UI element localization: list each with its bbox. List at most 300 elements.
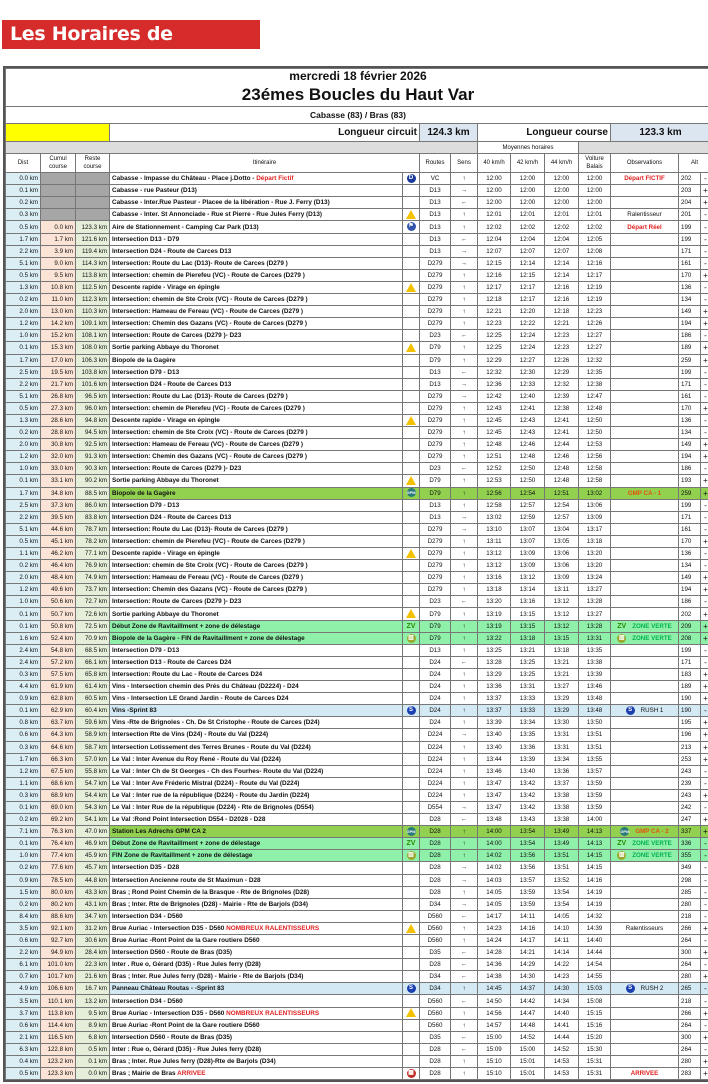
cumul-cell: 46.4 km <box>41 560 76 572</box>
route-row <box>6 874 708 886</box>
observation-cell <box>611 560 679 572</box>
time-40-cell: 12:04 <box>478 233 511 245</box>
route-cell: D279 <box>420 269 451 281</box>
observation-cell <box>611 947 679 959</box>
dist-cell: 0.2 km <box>6 898 41 910</box>
observation-cell <box>611 209 679 221</box>
route-row <box>6 294 708 306</box>
slope-sign-cell: + <box>701 1007 708 1019</box>
reste-cell: 0.1 km <box>76 1055 110 1067</box>
direction-cell: ↑ <box>451 294 478 306</box>
icon-cell <box>403 463 420 475</box>
reste-cell: 28.4 km <box>76 947 110 959</box>
route-row <box>6 971 708 983</box>
time-40-cell: 12:32 <box>478 366 511 378</box>
cumul-cell: 106.6 km <box>41 983 76 995</box>
dist-cell: 2.0 km <box>6 572 41 584</box>
observation-text: ZONE VERTE <box>632 840 672 848</box>
altitude-cell: 199 <box>679 221 701 233</box>
route-row <box>6 233 708 245</box>
cumul-cell: 11.0 km <box>41 294 76 306</box>
time-balais-cell: 12:53 <box>579 439 611 451</box>
observation-text: RUSH 2 <box>640 985 664 993</box>
dist-cell: 8.4 km <box>6 910 41 922</box>
reste-cell: 34.7 km <box>76 910 110 922</box>
itinerary-text: Le Val : Inter Rue de la république (D224) - Rte de Brignoles (D554) <box>112 804 314 812</box>
reste-cell: 13.2 km <box>76 995 110 1007</box>
time-42-cell: 12:27 <box>511 354 545 366</box>
route-cell: D279 <box>420 318 451 330</box>
cumul-cell: 57.5 km <box>41 668 76 680</box>
itinerary-text: Le Val :Rond Point Intersection D554 - D2028 - D28 <box>112 816 266 824</box>
time-balais-cell: 12:50 <box>579 427 611 439</box>
altitude-cell: 170 <box>679 269 701 281</box>
itinerary-cell <box>110 499 403 511</box>
reste-cell: 30.6 km <box>76 935 110 947</box>
time-42-cell: 14:52 <box>511 1031 545 1043</box>
icon-cell <box>403 753 420 765</box>
timetable <box>5 68 708 1080</box>
direction-cell: ↑ <box>451 269 478 281</box>
time-40-cell: 14:00 <box>478 826 511 838</box>
time-42-cell: 12:46 <box>511 439 545 451</box>
itinerary-text: Intersection: chemin de Pierefeu (VC) - Route de Carces (D279 ) <box>112 404 305 412</box>
itinerary-cell <box>110 814 403 826</box>
route-row <box>6 632 708 644</box>
itinerary-cell <box>110 910 403 922</box>
slope-sign-cell: - <box>701 245 708 257</box>
sprint-icon: S <box>626 984 635 993</box>
icon-cell <box>403 487 420 499</box>
time-44-cell: 13:31 <box>545 741 579 753</box>
icon-cell <box>403 608 420 620</box>
altitude-cell: 285 <box>679 886 701 898</box>
altitude-cell: 161 <box>679 257 701 269</box>
time-40-cell: 12:15 <box>478 257 511 269</box>
dist-cell: 7.1 km <box>6 826 41 838</box>
time-40-cell: 14:03 <box>478 874 511 886</box>
time-44-cell: 14:11 <box>545 935 579 947</box>
warning-icon <box>406 283 416 292</box>
icon-cell <box>403 475 420 487</box>
observation-cell <box>611 801 679 813</box>
cumul-cell: 68.6 km <box>41 777 76 789</box>
time-44-cell: 13:12 <box>545 620 579 632</box>
dist-cell: 1.0 km <box>6 330 41 342</box>
icon-cell <box>403 995 420 1007</box>
time-balais-cell: 14:13 <box>579 826 611 838</box>
time-42-cell: 13:07 <box>511 523 545 535</box>
cumul-cell: 26.8 km <box>41 390 76 402</box>
time-44-cell: 13:38 <box>545 814 579 826</box>
direction-cell: → <box>451 874 478 886</box>
reste-cell: 68.5 km <box>76 644 110 656</box>
cumul-cell: 113.8 km <box>41 1007 76 1019</box>
col-alt: Alt <box>679 154 708 173</box>
time-42-cell: 13:12 <box>511 572 545 584</box>
reste-cell: 96.5 km <box>76 390 110 402</box>
warning-icon <box>406 924 416 933</box>
observation-cell <box>611 451 679 463</box>
route-row <box>6 789 708 801</box>
time-40-cell: 12:02 <box>478 221 511 233</box>
time-balais-cell: 13:48 <box>579 693 611 705</box>
time-42-cell: 12:33 <box>511 378 545 390</box>
time-44-cell: 12:26 <box>545 354 579 366</box>
cumul-cell: 0.0 km <box>41 221 76 233</box>
time-balais-cell: 14:32 <box>579 910 611 922</box>
itinerary-text: Le Val : Inter Ave Fréderic Mistral (D224) - Route du Val (D224) <box>112 779 300 787</box>
time-40-cell: 13:37 <box>478 705 511 717</box>
itinerary-text: Début Zone de Ravitaillment + zone de délestage <box>112 622 261 630</box>
time-40-cell: 12:25 <box>478 330 511 342</box>
observation-text: ZONE VERTE <box>632 852 672 860</box>
time-balais-cell: 12:02 <box>579 221 611 233</box>
time-44-cell: 12:51 <box>545 487 579 499</box>
route-row <box>6 1068 708 1080</box>
time-balais-cell: 13:48 <box>579 705 611 717</box>
dist-cell: 0.1 km <box>6 342 41 354</box>
col-routes: Routes <box>420 154 451 173</box>
time-42-cell: 13:42 <box>511 801 545 813</box>
itinerary-cell <box>110 233 403 245</box>
time-40-cell: 14:36 <box>478 959 511 971</box>
col-42: 42 km/h <box>511 154 545 173</box>
route-cell: D224 <box>420 777 451 789</box>
observation-cell <box>611 717 679 729</box>
dist-cell: 2.2 km <box>6 245 41 257</box>
itinerary-text: Intersection: chemin de Pierefeu (VC) - Route de Carces (D279 ) <box>112 537 305 545</box>
cumul-cell: 69.2 km <box>41 814 76 826</box>
reste-cell: 91.3 km <box>76 451 110 463</box>
time-42-cell: 13:09 <box>511 548 545 560</box>
dist-cell: 0.8 km <box>6 717 41 729</box>
altitude-cell: 149 <box>679 572 701 584</box>
time-42-cell: 13:59 <box>511 886 545 898</box>
slope-sign-cell: - <box>701 221 708 233</box>
observation-cell <box>611 644 679 656</box>
slope-sign-cell: - <box>701 1043 708 1055</box>
dist-cell: 6.3 km <box>6 1043 41 1055</box>
time-40-cell: 12:07 <box>478 245 511 257</box>
observation-cell <box>611 245 679 257</box>
itinerary-cell <box>110 596 403 608</box>
time-40-cell: 13:47 <box>478 789 511 801</box>
dist-cell: 0.5 km <box>6 1068 41 1080</box>
altitude-cell: 283 <box>679 1068 701 1080</box>
time-balais-cell: 13:46 <box>579 681 611 693</box>
observation-cell <box>611 814 679 826</box>
itinerary-cell <box>110 1055 403 1067</box>
itinerary-text: Intersection D560 - Route de Bras (D35) <box>112 1033 233 1041</box>
slope-sign-cell: - <box>701 366 708 378</box>
time-42-cell: 12:57 <box>511 499 545 511</box>
reste-cell: 94.5 km <box>76 427 110 439</box>
cumul-cell: 68.9 km <box>41 789 76 801</box>
icon-cell <box>403 693 420 705</box>
itinerary-text: Inter . Rue o, Gérard (D35) - Rue Jules ferry (D28) <box>112 961 261 969</box>
itinerary-cell <box>110 475 403 487</box>
observation-cell <box>611 511 679 523</box>
race-place: Cabasse (83) / Bras (83) <box>6 107 708 124</box>
icon-cell <box>403 644 420 656</box>
reste-cell: 54.4 km <box>76 789 110 801</box>
time-44-cell: 13:51 <box>545 862 579 874</box>
direction-cell: ↑ <box>451 983 478 995</box>
time-40-cell: 12:52 <box>478 463 511 475</box>
route-cell: D13 <box>420 644 451 656</box>
route-cell: D28 <box>420 959 451 971</box>
itinerary-cell <box>110 668 403 680</box>
altitude-cell: 209 <box>679 620 701 632</box>
itinerary-text: Brue Auriac - Intersection D35 - D560 <box>112 1009 227 1017</box>
observation-cell <box>611 475 679 487</box>
route-row <box>6 414 708 426</box>
time-40-cell: 12:00 <box>478 173 511 185</box>
altitude-cell: 171 <box>679 245 701 257</box>
time-42-cell: 14:17 <box>511 935 545 947</box>
itinerary-text: Sortie parking Abbaye du Thoronet <box>112 344 219 352</box>
route-row <box>6 850 708 862</box>
warning-icon <box>406 416 416 425</box>
time-44-cell: 12:46 <box>545 451 579 463</box>
direction-cell: ↑ <box>451 681 478 693</box>
itinerary-cell <box>110 572 403 584</box>
icon-cell <box>403 886 420 898</box>
slope-sign-cell: - <box>701 511 708 523</box>
time-balais-cell: 13:28 <box>579 596 611 608</box>
dist-cell: 5.1 km <box>6 390 41 402</box>
direction-cell: ← <box>451 596 478 608</box>
route-row <box>6 499 708 511</box>
itinerary-cell <box>110 523 403 535</box>
observation-cell <box>611 439 679 451</box>
route-row <box>6 814 708 826</box>
time-balais-cell: 13:59 <box>579 777 611 789</box>
dist-cell: 0.9 km <box>6 693 41 705</box>
time-44-cell: 14:30 <box>545 983 579 995</box>
itinerary-text: Intersection: Route de Carces (D279 )- D23 <box>112 598 242 606</box>
itinerary-cell <box>110 173 403 185</box>
route-row <box>6 463 708 475</box>
icon-cell <box>403 257 420 269</box>
dist-cell: 1.3 km <box>6 414 41 426</box>
cumul-cell: 80.2 km <box>41 898 76 910</box>
itinerary-text: Vins - Intersection LE Grand Jardin - Route de Carces D24 <box>112 695 289 703</box>
icon-cell <box>403 789 420 801</box>
slope-sign-cell: + <box>701 475 708 487</box>
direction-cell: ← <box>451 1031 478 1043</box>
itinerary-text: Intersection: Route du Lac (D13)- Route de Carces (D279 ) <box>112 525 288 533</box>
observation-cell <box>611 983 679 995</box>
time-42-cell: 13:56 <box>511 862 545 874</box>
route-cell: D279 <box>420 294 451 306</box>
reste-cell: 22.3 km <box>76 959 110 971</box>
cumul-cell: 67.5 km <box>41 765 76 777</box>
time-42-cell: 13:33 <box>511 705 545 717</box>
time-44-cell: 12:21 <box>545 318 579 330</box>
direction-cell: ↑ <box>451 1068 478 1080</box>
reste-cell: 114.3 km <box>76 257 110 269</box>
itinerary-text: Intersection D24 - Route de Carces D13 <box>112 380 232 388</box>
time-40-cell: 12:51 <box>478 451 511 463</box>
route-row <box>6 439 708 451</box>
route-cell: D279 <box>420 584 451 596</box>
time-40-cell: 13:19 <box>478 620 511 632</box>
itinerary-cell <box>110 838 403 850</box>
itinerary-note: NOMBREUX RALENTISSEURS <box>226 924 320 932</box>
reste-cell: 110.3 km <box>76 306 110 318</box>
icon-cell <box>403 523 420 535</box>
cumul-cell: 69.0 km <box>41 801 76 813</box>
slope-sign-cell: + <box>701 1055 708 1067</box>
route-cell: D279 <box>420 390 451 402</box>
slope-sign-cell: + <box>701 402 708 414</box>
icon-cell <box>403 1019 420 1031</box>
time-44-cell: 12:39 <box>545 390 579 402</box>
cumul-cell: 48.4 km <box>41 572 76 584</box>
icon-cell <box>403 910 420 922</box>
itinerary-text: Le Val : Inter rue de la république (D224) - Route du Jardin (D224) <box>112 791 310 799</box>
icon-cell <box>403 983 420 995</box>
time-42-cell: 12:43 <box>511 414 545 426</box>
reste-cell: 121.6 km <box>76 233 110 245</box>
route-row <box>6 668 708 680</box>
icon-cell <box>403 874 420 886</box>
route-cell: D13 <box>420 378 451 390</box>
cumul-cell: 15.3 km <box>41 342 76 354</box>
dist-cell: 0.1 km <box>6 608 41 620</box>
time-40-cell: 13:40 <box>478 729 511 741</box>
reste-cell: 60.4 km <box>76 705 110 717</box>
route-cell: D79 <box>420 342 451 354</box>
itinerary-cell <box>110 511 403 523</box>
itinerary-cell <box>110 354 403 366</box>
time-44-cell: 13:12 <box>545 608 579 620</box>
observation-cell <box>611 1007 679 1019</box>
altitude-cell: 199 <box>679 499 701 511</box>
page-banner: Les Horaires de Passage <box>2 20 260 49</box>
route-row <box>6 922 708 934</box>
time-40-cell: 14:28 <box>478 947 511 959</box>
direction-cell: ← <box>451 971 478 983</box>
reste-cell: 78.2 km <box>76 535 110 547</box>
time-44-cell: 13:21 <box>545 668 579 680</box>
cumul-cell: 77.6 km <box>41 862 76 874</box>
time-40-cell: 13:02 <box>478 511 511 523</box>
time-balais-cell: 13:18 <box>579 535 611 547</box>
altitude-cell: 202 <box>679 608 701 620</box>
itinerary-cell <box>110 717 403 729</box>
direction-cell: → <box>451 257 478 269</box>
time-balais-cell: 12:35 <box>579 366 611 378</box>
reste-cell: 78.7 km <box>76 523 110 535</box>
time-40-cell: 14:02 <box>478 862 511 874</box>
itinerary-text: Intersection D24 - Route de Carces D13 <box>112 247 232 255</box>
icon-cell <box>403 1031 420 1043</box>
observation-cell <box>611 402 679 414</box>
icon-cell <box>403 245 420 257</box>
slope-sign-cell: - <box>701 644 708 656</box>
time-42-cell: 12:02 <box>511 221 545 233</box>
route-row <box>6 862 708 874</box>
reste-cell: 31.2 km <box>76 922 110 934</box>
cumul-cell: 57.2 km <box>41 656 76 668</box>
reste-cell: 46.9 km <box>76 838 110 850</box>
itinerary-note: NOMBREUX RALENTISSEURS <box>226 1009 320 1017</box>
time-44-cell: 12:02 <box>545 221 579 233</box>
icon-cell <box>403 1068 420 1080</box>
slope-sign-cell: - <box>701 801 708 813</box>
route-cell: D554 <box>420 801 451 813</box>
route-cell: D79 <box>420 608 451 620</box>
time-balais-cell: 15:31 <box>579 1055 611 1067</box>
reste-cell: 72.7 km <box>76 596 110 608</box>
dist-cell: 0.3 km <box>6 789 41 801</box>
time-40-cell: 15:10 <box>478 1055 511 1067</box>
itinerary-cell <box>110 789 403 801</box>
route-row <box>6 1007 708 1019</box>
reste-cell: 57.0 km <box>76 753 110 765</box>
reste-cell: 43.1 km <box>76 898 110 910</box>
slope-sign-cell: - <box>701 765 708 777</box>
itinerary-text: Intersection: Route du Lac (D13)- Route de Carces (D279 ) <box>112 259 288 267</box>
direction-cell: ← <box>451 197 478 209</box>
cumul-cell: 30.8 km <box>41 439 76 451</box>
time-42-cell: 12:24 <box>511 330 545 342</box>
observation-cell <box>611 1068 679 1080</box>
cumul-cell: 28.8 km <box>41 427 76 439</box>
dist-cell: 4.9 km <box>6 983 41 995</box>
direction-cell: ↑ <box>451 1019 478 1031</box>
dist-cell: 6.1 km <box>6 959 41 971</box>
slope-sign-cell: + <box>701 632 708 644</box>
time-40-cell: 14:17 <box>478 910 511 922</box>
observation-cell <box>611 753 679 765</box>
time-44-cell: 13:30 <box>545 717 579 729</box>
observation-text: Départ Réel <box>627 223 662 231</box>
altitude-cell: 170 <box>679 535 701 547</box>
altitude-cell: 201 <box>679 209 701 221</box>
icon-cell <box>403 850 420 862</box>
time-44-cell: 13:37 <box>545 777 579 789</box>
itinerary-text: Cabasse - Inter.Rue Pasteur - Placee de la libération - Rue J. Ferry (D13) <box>112 199 330 207</box>
route-cell: D79 <box>420 620 451 632</box>
dist-cell: 1.7 km <box>6 753 41 765</box>
moyennes-header: Moyennes horaires <box>478 142 579 154</box>
route-cell: D279 <box>420 439 451 451</box>
icon-cell <box>403 862 420 874</box>
time-40-cell: 13:19 <box>478 608 511 620</box>
time-balais-cell: 13:06 <box>579 499 611 511</box>
observation-cell <box>611 487 679 499</box>
time-40-cell: 14:23 <box>478 922 511 934</box>
cumul-cell: 19.5 km <box>41 366 76 378</box>
icon-cell <box>403 668 420 680</box>
cumul-cell: 61.9 km <box>41 681 76 693</box>
altitude-cell: 355 <box>679 850 701 862</box>
dist-cell: 1.3 km <box>6 281 41 293</box>
route-row <box>6 644 708 656</box>
dist-cell: 0.6 km <box>6 935 41 947</box>
dist-cell: 0.2 km <box>6 814 41 826</box>
time-balais-cell: 14:15 <box>579 850 611 862</box>
time-42-cell: 13:18 <box>511 632 545 644</box>
itinerary-cell <box>110 330 403 342</box>
itinerary-cell <box>110 560 403 572</box>
reste-cell: 6.8 km <box>76 1031 110 1043</box>
reste-cell <box>76 173 110 185</box>
